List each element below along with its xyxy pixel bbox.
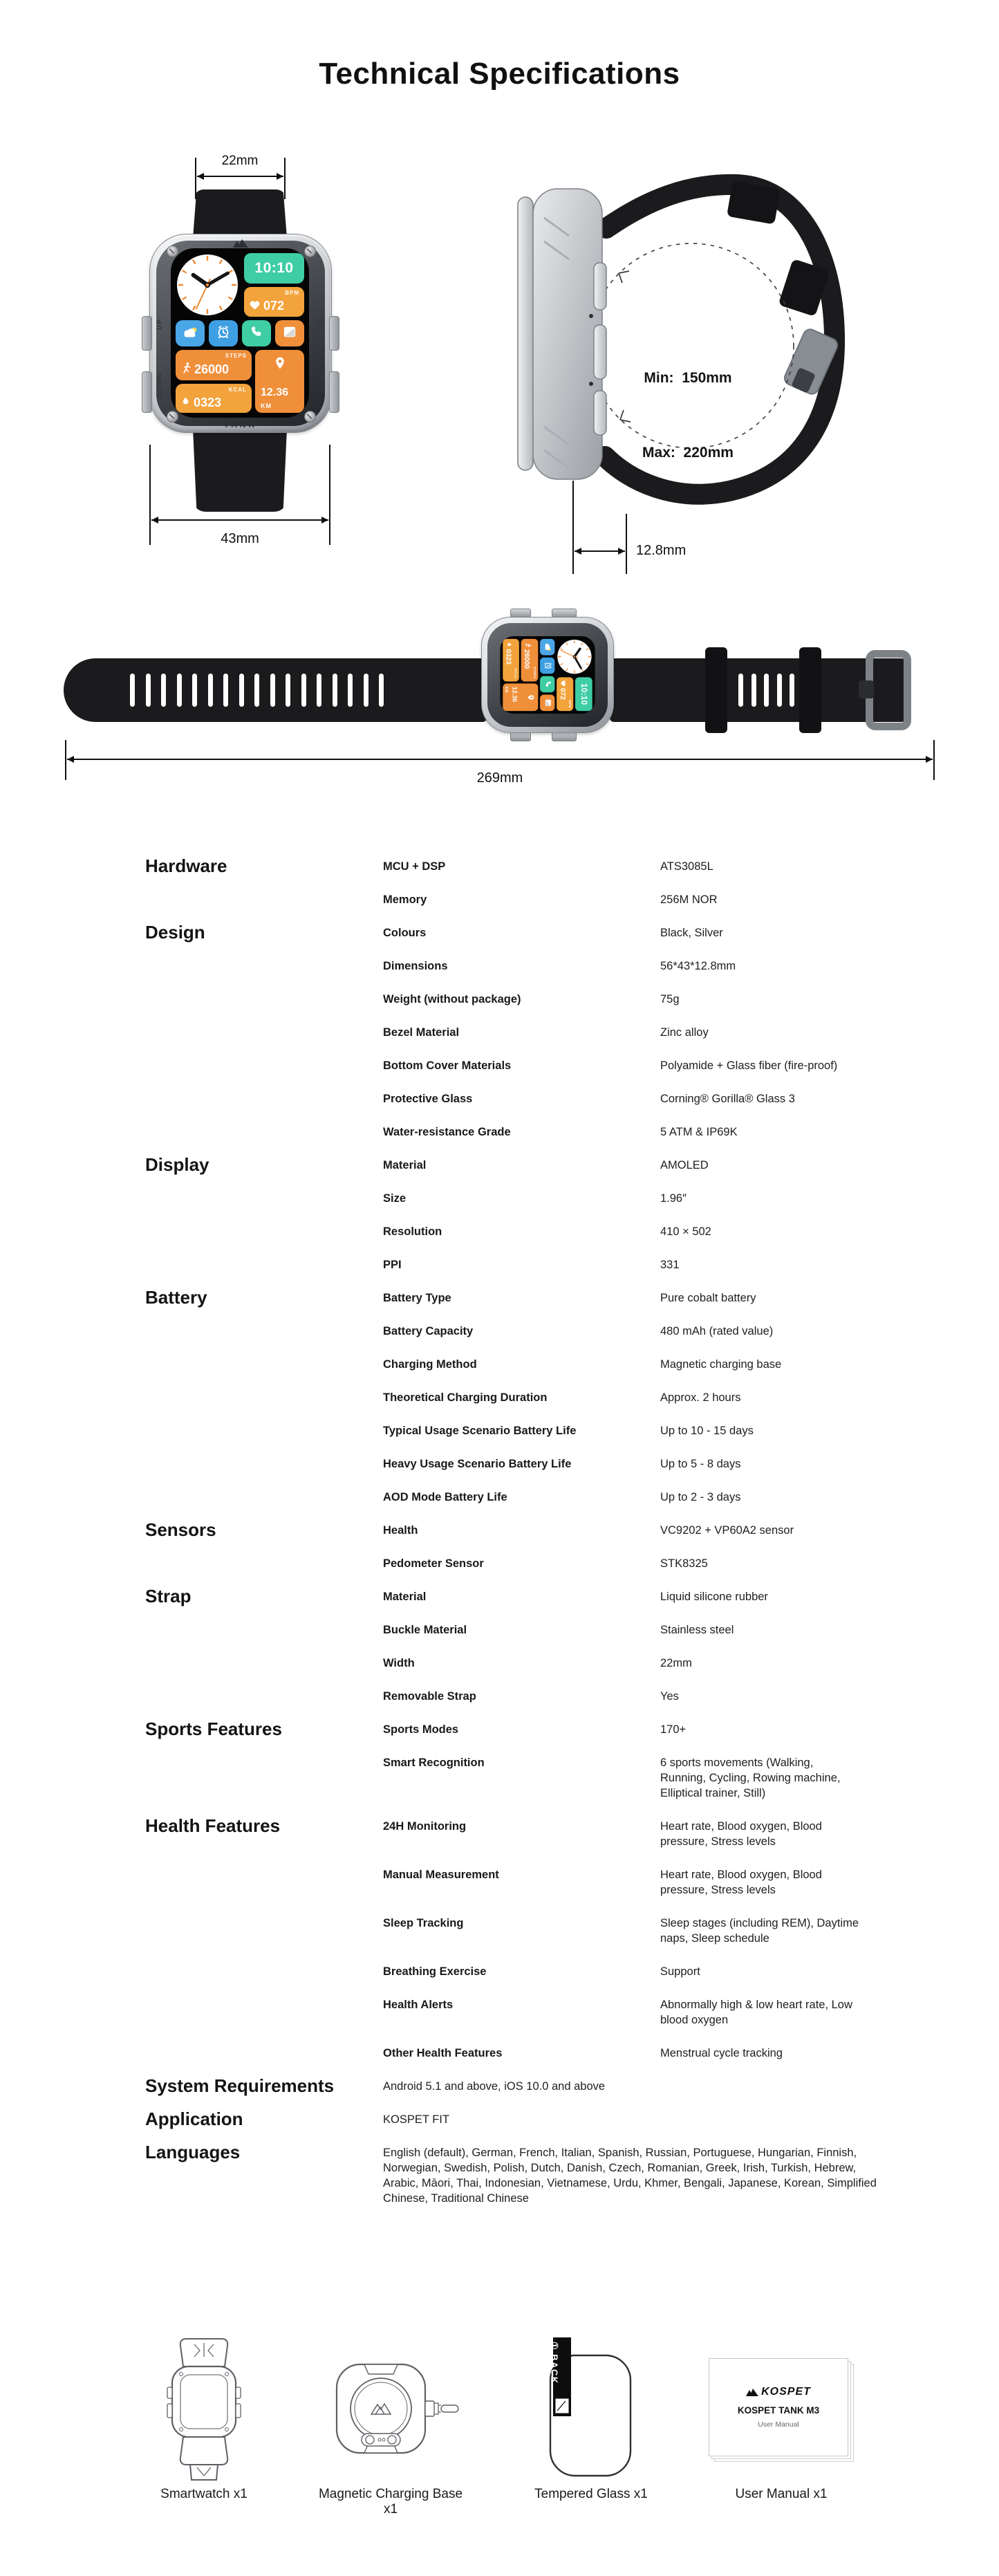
spec-row bbox=[383, 2145, 961, 2206]
analog-clock bbox=[176, 253, 239, 317]
strap-hole bbox=[790, 674, 794, 707]
spec-label: Resolution bbox=[383, 1225, 442, 1238]
steps-value: 26000 bbox=[523, 649, 532, 669]
strap-hole bbox=[777, 674, 782, 707]
package-contents bbox=[0, 2336, 999, 2543]
spec-label: Bezel Material bbox=[383, 1026, 460, 1039]
side-button bbox=[329, 316, 339, 351]
smartwatch-line-drawing bbox=[162, 2336, 245, 2483]
spec-rows bbox=[383, 1722, 961, 1801]
spec-label: Charging Method bbox=[383, 1358, 477, 1371]
spec-value: Zinc alloy bbox=[660, 1026, 709, 1039]
spec-row bbox=[383, 925, 961, 940]
spec-label: Other Health Features bbox=[383, 2047, 503, 2059]
spec-row bbox=[383, 1589, 961, 1604]
spec-row bbox=[383, 1997, 961, 2028]
glass-edge bbox=[518, 197, 533, 470]
message-app-tile bbox=[275, 320, 304, 346]
bpm-label: BPM bbox=[285, 290, 299, 296]
spec-value: Abnormally high & low heart rate, Low blood oxygen bbox=[660, 1999, 852, 2026]
spec-value: 75g bbox=[660, 993, 680, 1006]
spec-section-sensors bbox=[145, 1519, 961, 1571]
spec-section-hardware bbox=[145, 855, 961, 907]
alarm-app-tile bbox=[209, 320, 238, 346]
spec-row bbox=[383, 1916, 961, 1946]
strap-hole bbox=[177, 674, 182, 707]
strap-hole bbox=[192, 674, 197, 707]
package-item-label: User Manual x1 bbox=[735, 2487, 828, 2501]
weather-icon bbox=[543, 642, 552, 652]
calories-tile bbox=[503, 639, 519, 682]
manual-brand: KOSPET bbox=[761, 2386, 811, 2398]
spec-category: Sports Features bbox=[145, 1718, 282, 1739]
spec-value: 480 mAh (rated value) bbox=[660, 1325, 774, 1337]
spec-category: Hardware bbox=[145, 855, 227, 876]
spec-category: Design bbox=[145, 922, 205, 943]
spec-label: Pedometer Sensor bbox=[383, 1557, 484, 1570]
spec-value: 5 ATM & IP69K bbox=[660, 1126, 738, 1138]
steps-tile bbox=[176, 350, 252, 380]
button-label-back: BACK bbox=[317, 370, 325, 393]
watch-case bbox=[149, 234, 332, 433]
spec-value: Polyamide + Glass fiber (fire-proof) bbox=[660, 1059, 838, 1072]
case-profile bbox=[533, 189, 602, 479]
spec-value: English (default), German, French, Italian, Spanish, Russian, Portuguese, Hungarian, Finnish, Norwegian, Swedish, Polish, Dutch, Danish, Czech, Romanian, Greek, Irish, Turkish, Hebrew, Arabic, Māori, Thai, Indonesian, Vietnamese, Urdu, Khmer, Bengali, Japanese, Korean, Simplified Chinese, Traditional Chinese bbox=[383, 2147, 877, 2205]
spec-label: AOD Mode Battery Life bbox=[383, 1491, 507, 1503]
spec-row bbox=[383, 1556, 961, 1571]
spec-row bbox=[383, 1523, 961, 1538]
strap-hole bbox=[333, 674, 337, 707]
bezel-brand-text: TANK bbox=[223, 420, 258, 429]
spec-row bbox=[383, 1622, 961, 1638]
heart-rate-tile bbox=[244, 287, 304, 317]
heart-rate-tile bbox=[557, 677, 573, 711]
spec-label: Manual Measurement bbox=[383, 1869, 499, 1881]
flame-icon bbox=[505, 642, 513, 647]
spec-label: Width bbox=[383, 1657, 415, 1669]
spec-label: Material bbox=[383, 1591, 427, 1603]
thickness-dimension-arrow bbox=[575, 550, 625, 552]
side-button-profile bbox=[594, 263, 606, 310]
message-app-tile bbox=[540, 695, 554, 712]
spec-category: Health Features bbox=[145, 1815, 281, 1836]
screw-icon bbox=[304, 245, 316, 257]
watch-front-view bbox=[121, 154, 398, 614]
dimension-tick bbox=[572, 481, 574, 574]
message-icon bbox=[282, 325, 297, 342]
spec-table bbox=[145, 855, 961, 2224]
button-label-sel: SEL bbox=[317, 319, 325, 335]
spec-label: Sleep Tracking bbox=[383, 1917, 464, 1929]
spec-value: Android 5.1 and above, iOS 10.0 and above bbox=[383, 2080, 606, 2093]
strap-keeper bbox=[705, 647, 727, 733]
weather-app-tile bbox=[540, 639, 554, 656]
spec-value: KOSPET FIT bbox=[383, 2113, 449, 2126]
strap-keeper bbox=[799, 647, 821, 733]
location-pin-icon bbox=[525, 694, 535, 701]
phone-app-tile bbox=[540, 676, 554, 693]
manual-cover bbox=[709, 2358, 848, 2456]
spec-value: Up to 10 - 15 days bbox=[660, 1425, 754, 1437]
band-max: Max: 220mm bbox=[642, 445, 734, 461]
spec-row bbox=[383, 1324, 961, 1339]
kcal-value: 0323 bbox=[194, 395, 222, 409]
spec-row bbox=[383, 1025, 961, 1040]
side-button-profile bbox=[594, 391, 606, 435]
spec-value: 170+ bbox=[660, 1723, 687, 1736]
package-item-charging-base bbox=[311, 2336, 470, 2517]
dimension-tick bbox=[195, 158, 196, 199]
spec-value: Menstrual cycle tracking bbox=[660, 2047, 783, 2059]
spec-row bbox=[383, 1689, 961, 1704]
distance-unit: KM bbox=[505, 686, 509, 693]
spec-category: Sensors bbox=[145, 1519, 216, 1540]
band-minmax-label bbox=[612, 316, 764, 515]
spec-label: Memory bbox=[383, 893, 427, 906]
spec-row bbox=[383, 1819, 961, 1849]
strap-hole bbox=[738, 674, 743, 707]
spec-label: MCU + DSP bbox=[383, 860, 446, 873]
spec-rows bbox=[383, 2112, 961, 2127]
distance-tile bbox=[255, 350, 304, 413]
spec-row bbox=[383, 1124, 961, 1140]
package-item-label: Magnetic Charging Base x1 bbox=[318, 2487, 463, 2517]
spec-section-strap bbox=[145, 1586, 961, 1704]
strap-hole bbox=[751, 674, 756, 707]
watch-case-top bbox=[481, 617, 614, 733]
spec-rows bbox=[383, 859, 961, 907]
steps-value: 26000 bbox=[194, 362, 230, 376]
kcal-label: KCAL bbox=[228, 387, 247, 393]
spec-value: 1.96″ bbox=[660, 1192, 687, 1205]
spec-value: Black, Silver bbox=[660, 927, 723, 939]
spec-rows bbox=[383, 1290, 961, 1505]
spec-label: Heavy Usage Scenario Battery Life bbox=[383, 1458, 572, 1470]
strap-hole bbox=[286, 674, 290, 707]
spec-value: Magnetic charging base bbox=[660, 1358, 782, 1371]
bpm-value: 072 bbox=[559, 688, 567, 700]
spec-section-health-features bbox=[145, 1815, 961, 2061]
spec-rows bbox=[383, 2079, 961, 2094]
spec-label: Breathing Exercise bbox=[383, 1965, 487, 1978]
spec-value: AMOLED bbox=[660, 1159, 709, 1171]
alarm-icon bbox=[542, 661, 552, 669]
flame-icon bbox=[180, 395, 191, 410]
bottom-button bbox=[510, 732, 531, 741]
spec-row bbox=[383, 958, 961, 974]
spec-value: VC9202 + VP60A2 sensor bbox=[660, 1524, 794, 1537]
phone-app-tile bbox=[242, 320, 271, 346]
total-length-dimension-arrow bbox=[67, 759, 933, 760]
spec-value: 331 bbox=[660, 1259, 680, 1271]
kospet-logo-icon bbox=[746, 2389, 758, 2396]
watch-screen bbox=[171, 248, 309, 418]
time-tile bbox=[244, 253, 304, 284]
time-text: 10:10 bbox=[254, 260, 294, 276]
spec-row bbox=[383, 1224, 961, 1239]
weather-app-tile bbox=[176, 320, 205, 346]
spec-category: Languages bbox=[145, 2142, 241, 2162]
strap-hole bbox=[254, 674, 259, 707]
bpm-label: BPM bbox=[568, 700, 572, 709]
watch-strap-bottom bbox=[193, 429, 287, 512]
spec-value: Support bbox=[660, 1965, 700, 1978]
steps-row bbox=[523, 642, 532, 669]
spec-section-application bbox=[145, 2109, 961, 2129]
spec-row bbox=[383, 1191, 961, 1206]
strap-hole bbox=[764, 674, 769, 707]
manual-brand-row bbox=[746, 2386, 811, 2398]
spec-value: Up to 2 - 3 days bbox=[660, 1491, 741, 1503]
strap-hole bbox=[379, 674, 384, 707]
package-item-label: Smartwatch x1 bbox=[160, 2487, 248, 2501]
spec-rows bbox=[383, 2145, 961, 2206]
spec-category: Battery bbox=[145, 1287, 207, 1308]
location-pin-icon bbox=[273, 355, 287, 374]
heart-icon bbox=[249, 299, 261, 313]
strap-hole bbox=[208, 674, 213, 707]
spec-value: STK8325 bbox=[660, 1557, 708, 1570]
spec-row bbox=[383, 2079, 961, 2094]
spec-label: Sports Modes bbox=[383, 1723, 459, 1736]
spec-row bbox=[383, 1158, 961, 1173]
strap-hole bbox=[239, 674, 244, 707]
spec-row bbox=[383, 992, 961, 1007]
dimension-tick bbox=[626, 514, 627, 574]
watch-screen-rotated bbox=[500, 636, 595, 714]
spec-category: Strap bbox=[145, 1586, 192, 1606]
analog-clock bbox=[557, 639, 592, 675]
kcal-row bbox=[180, 395, 221, 410]
runner-icon bbox=[180, 362, 192, 378]
strap-width-dimension-arrow bbox=[197, 176, 283, 177]
spec-label: Theoretical Charging Duration bbox=[383, 1391, 548, 1404]
time-text: 10:10 bbox=[579, 683, 589, 705]
spec-value: ATS3085L bbox=[660, 860, 713, 873]
spec-row bbox=[383, 1867, 961, 1898]
spec-value: Corning® Gorilla® Glass 3 bbox=[660, 1093, 795, 1105]
spec-row bbox=[383, 1290, 961, 1306]
spec-category: Application bbox=[145, 2109, 243, 2129]
spec-label: Typical Usage Scenario Battery Life bbox=[383, 1425, 577, 1437]
spec-row bbox=[383, 1257, 961, 1272]
package-item-user-manual bbox=[695, 2336, 868, 2502]
band-min: Min: 150mm bbox=[644, 370, 732, 386]
message-icon bbox=[543, 698, 552, 707]
spec-value: Liquid silicone rubber bbox=[660, 1591, 768, 1603]
spec-row bbox=[383, 1964, 961, 1979]
spec-label: Battery Type bbox=[383, 1292, 451, 1304]
spec-value: Pure cobalt battery bbox=[660, 1292, 756, 1304]
strap-hole bbox=[161, 674, 166, 707]
strap-hole bbox=[317, 674, 321, 707]
weather-icon bbox=[181, 325, 199, 342]
page-title: Technical Specifications bbox=[319, 57, 680, 91]
spec-section-display bbox=[145, 1154, 961, 1272]
side-button bbox=[142, 316, 152, 351]
case-width-dimension-label: 43mm bbox=[221, 531, 259, 546]
spec-row bbox=[383, 1656, 961, 1671]
side-button bbox=[329, 371, 339, 413]
spec-label: Health bbox=[383, 1524, 418, 1537]
watch-top-view bbox=[64, 607, 936, 801]
spec-label: Weight (without package) bbox=[383, 993, 521, 1006]
strap-hole bbox=[348, 674, 353, 707]
watch-side-view bbox=[508, 169, 906, 581]
spec-value: Heart rate, Blood oxygen, Blood pressure, Stress levels bbox=[660, 1869, 822, 1896]
strap-hole bbox=[130, 674, 135, 707]
strap-hole bbox=[270, 674, 275, 707]
spec-value: 22mm bbox=[660, 1657, 692, 1669]
dimension-tick bbox=[329, 445, 330, 545]
spec-rows bbox=[383, 1158, 961, 1272]
spec-label: Bottom Cover Materials bbox=[383, 1059, 512, 1072]
bpm-row bbox=[559, 680, 567, 700]
spec-value: 6 sports movements (Walking, Running, Cycling, Rowing machine, Elliptical trainer, Still) bbox=[660, 1757, 841, 1799]
spec-row bbox=[383, 859, 961, 874]
spec-row bbox=[383, 1755, 961, 1801]
bpm-value: 072 bbox=[263, 299, 285, 313]
user-manual-drawing bbox=[709, 2336, 854, 2483]
strap-hole bbox=[146, 674, 151, 707]
kcal-row bbox=[505, 642, 513, 665]
side-button-profile bbox=[594, 325, 606, 379]
spec-label: Health Alerts bbox=[383, 1999, 454, 2011]
spec-row bbox=[383, 1490, 961, 1505]
spec-label: Colours bbox=[383, 927, 427, 939]
spec-rows bbox=[383, 1589, 961, 1704]
heart-icon bbox=[559, 680, 567, 687]
spec-row bbox=[383, 1357, 961, 1372]
case-width-dimension-arrow bbox=[151, 519, 328, 521]
spec-label: Battery Capacity bbox=[383, 1325, 474, 1337]
spec-row bbox=[383, 2112, 961, 2127]
spec-row bbox=[383, 1456, 961, 1472]
spec-rows bbox=[383, 1523, 961, 1571]
manual-subtitle: User Manual bbox=[758, 2420, 799, 2429]
distance-value: 12.36 bbox=[261, 387, 289, 398]
spec-row bbox=[383, 1423, 961, 1438]
runner-icon bbox=[523, 642, 532, 648]
thickness-dimension-label: 12.8mm bbox=[636, 543, 687, 558]
spec-label: Material bbox=[383, 1159, 427, 1171]
dimension-tick bbox=[149, 445, 151, 545]
spec-value: Sleep stages (including REM), Daytime naps, Sleep schedule bbox=[660, 1917, 859, 1945]
spec-value: Yes bbox=[660, 1690, 679, 1703]
spec-rows bbox=[383, 925, 961, 1140]
strap-hole bbox=[223, 674, 228, 707]
spec-value: Up to 5 - 8 days bbox=[660, 1458, 741, 1470]
spec-value: 56*43*12.8mm bbox=[660, 960, 736, 972]
spec-value: 410 × 502 bbox=[660, 1225, 711, 1238]
spec-rows bbox=[383, 1819, 961, 2061]
spec-row bbox=[383, 1091, 961, 1106]
distance-value: 12.36 bbox=[511, 686, 518, 703]
spec-label: PPI bbox=[383, 1259, 402, 1271]
button-label-down: DOWN bbox=[156, 373, 164, 398]
watch-strap-top bbox=[193, 189, 287, 238]
spec-section-languages bbox=[145, 2142, 961, 2206]
strap-width-dimension-label: 22mm bbox=[221, 154, 259, 168]
steps-tile bbox=[521, 639, 539, 682]
spec-label: Smart Recognition bbox=[383, 1757, 485, 1769]
spec-label: Protective Glass bbox=[383, 1093, 473, 1105]
spec-row bbox=[383, 1058, 961, 1073]
spec-section-battery bbox=[145, 1287, 961, 1505]
package-item-tempered-glass bbox=[512, 2336, 671, 2502]
arrow-head bbox=[619, 271, 629, 283]
spec-label: Water-resistance Grade bbox=[383, 1126, 511, 1138]
strap-hole bbox=[364, 674, 368, 707]
package-item-label: Tempered Glass x1 bbox=[534, 2487, 648, 2501]
alarm-app-tile bbox=[540, 658, 554, 674]
phone-icon bbox=[250, 325, 263, 342]
total-length-dimension-label: 269mm bbox=[476, 770, 523, 786]
spec-section-design bbox=[145, 922, 961, 1140]
calories-tile bbox=[176, 384, 252, 413]
spec-row bbox=[383, 892, 961, 907]
steps-label: STEPS bbox=[225, 353, 247, 359]
alarm-icon bbox=[216, 324, 231, 343]
spec-value: Approx. 2 hours bbox=[660, 1391, 741, 1404]
distance-tile bbox=[503, 683, 538, 711]
kcal-label: KCAL bbox=[514, 668, 518, 679]
dimension-tick bbox=[284, 158, 286, 199]
buckle-prong bbox=[859, 680, 874, 698]
spec-row bbox=[383, 2046, 961, 2061]
spec-value: 256M NOR bbox=[660, 893, 718, 906]
spec-label: Size bbox=[383, 1192, 407, 1205]
kcal-value: 0323 bbox=[505, 649, 513, 665]
bpm-row bbox=[249, 299, 284, 313]
spec-label: Dimensions bbox=[383, 960, 448, 972]
peel-tab-text: ① BACK bbox=[549, 2342, 560, 2384]
bottom-button bbox=[552, 732, 577, 741]
strap-hole bbox=[301, 674, 306, 707]
package-item-smartwatch bbox=[128, 2336, 280, 2502]
spec-section-system-requirements bbox=[145, 2075, 961, 2096]
distance-unit: KM bbox=[261, 402, 272, 409]
spec-category: Display bbox=[145, 1154, 209, 1175]
spec-label: 24H Monitoring bbox=[383, 1820, 467, 1833]
spec-section-sports-features bbox=[145, 1718, 961, 1801]
charging-base-line-drawing bbox=[321, 2336, 460, 2483]
button-label-up: UP bbox=[156, 319, 164, 330]
spec-label: Buckle Material bbox=[383, 1624, 467, 1636]
time-tile bbox=[575, 677, 592, 711]
phone-icon bbox=[543, 680, 552, 688]
spec-label: Removable Strap bbox=[383, 1690, 476, 1703]
spec-category: System Requirements bbox=[145, 2075, 335, 2096]
steps-row bbox=[180, 362, 229, 378]
steps-label: STEPS bbox=[533, 667, 537, 679]
spec-value: Stainless steel bbox=[660, 1624, 734, 1636]
side-button bbox=[142, 371, 152, 413]
manual-model: KOSPET TANK M3 bbox=[737, 2405, 820, 2416]
spec-row bbox=[383, 1722, 961, 1737]
spec-row bbox=[383, 1390, 961, 1405]
spec-value: Heart rate, Blood oxygen, Blood pressure, Stress levels bbox=[660, 1820, 822, 1848]
strap-left bbox=[64, 658, 487, 722]
tempered-glass-line-drawing bbox=[539, 2336, 643, 2483]
